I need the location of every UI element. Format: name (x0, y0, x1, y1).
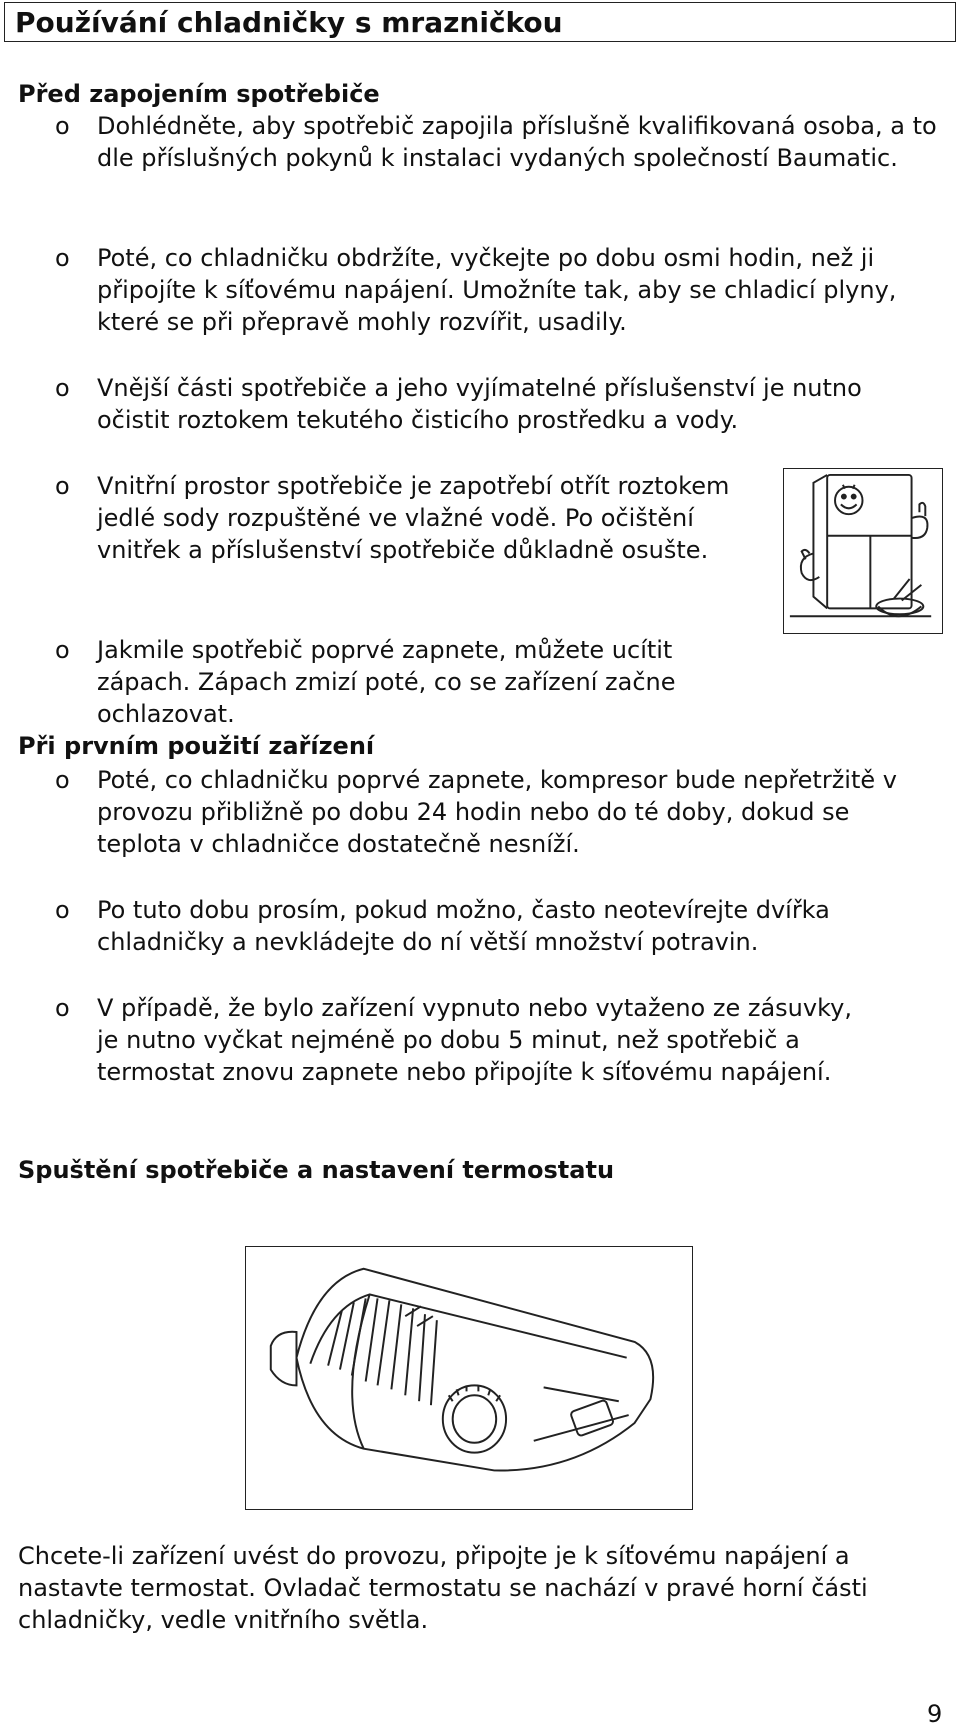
list-item-text: Poté, co chladničku obdržíte, vyčkejte po dobu osmi hodin, než ji připojíte k síťovému napájení. Umožníte tak, aby se chladicí plyny, které se při přepravě mohly rozvířit, usadily. (97, 244, 897, 336)
thermostat-unit-icon (246, 1247, 691, 1508)
list-item-text: Po tuto dobu prosím, pokud možno, často neotevírejte dvířka chladničky a nevkládejte do ní větší množství potravin. (97, 896, 830, 956)
bullet: o (55, 994, 70, 1022)
fridge-cartoon-illustration (783, 468, 943, 634)
bullet: o (55, 112, 70, 140)
section-heading-before-connection: Před zapojením spotřebiče (18, 80, 380, 108)
bullet: o (55, 374, 70, 402)
list-item-text: Vnitřní prostor spotřebiče je zapotřebí otřít roztokem jedlé sody rozpuštěné ve vlažné vodě. Po očištění vnitřek a příslušenství spotřebiče důkladně osušte. (97, 472, 730, 564)
list-item-text: Vnější části spotřebiče a jeho vyjímatelné příslušenství je nutno očistit roztokem tekutého čisticího prostředku a vody. (97, 374, 862, 434)
page-title-box (4, 2, 956, 42)
thermostat-illustration (245, 1246, 693, 1510)
list-item-text: Poté, co chladničku poprvé zapnete, kompresor bude nepřetržitě v provozu přibližně po dobu 24 hodin nebo do té doby, dokud se teplota v chladničce dostatečně nesníží. (97, 766, 897, 858)
list-item-text: Dohlédněte, aby spotřebič zapojila příslušně kvalifikovaná osoba, a to dle příslušných pokynů k instalaci vydaných společností Baumatic. (97, 112, 937, 172)
list-item-text: Jakmile spotřebič poprvé zapnete, můžete ucítit zápach. Zápach zmizí poté, co se zařízení začne ochlazovat. (97, 636, 676, 728)
bullet: o (55, 896, 70, 924)
bullet: o (55, 636, 70, 664)
page-number: 9 (927, 1700, 943, 1728)
page-title: Používání chladničky s mrazničkou (15, 6, 563, 39)
section-heading-start-and-thermostat: Spuštění spotřebiče a nastavení termostatu (18, 1156, 615, 1184)
smiling-fridge-icon (784, 469, 941, 632)
section-heading-first-use: Při prvním použití zařízení (18, 732, 375, 760)
bullet: o (55, 766, 70, 794)
list-item-text: V případě, že bylo zařízení vypnuto nebo vytaženo ze zásuvky, je nutno vyčkat nejméně po dobu 5 minut, než spotřebič a termostat znovu zapnete nebo připojíte k síťovému napájení. (97, 994, 852, 1086)
bullet: o (55, 244, 70, 272)
bullet: o (55, 472, 70, 500)
thermostat-instructions-paragraph: Chcete-li zařízení uvést do provozu, připojte je k síťovému napájení a nastavte termostat. Ovladač termostatu se nachází v pravé horní části chladničky, vedle vnitřního světla. (18, 1542, 868, 1634)
